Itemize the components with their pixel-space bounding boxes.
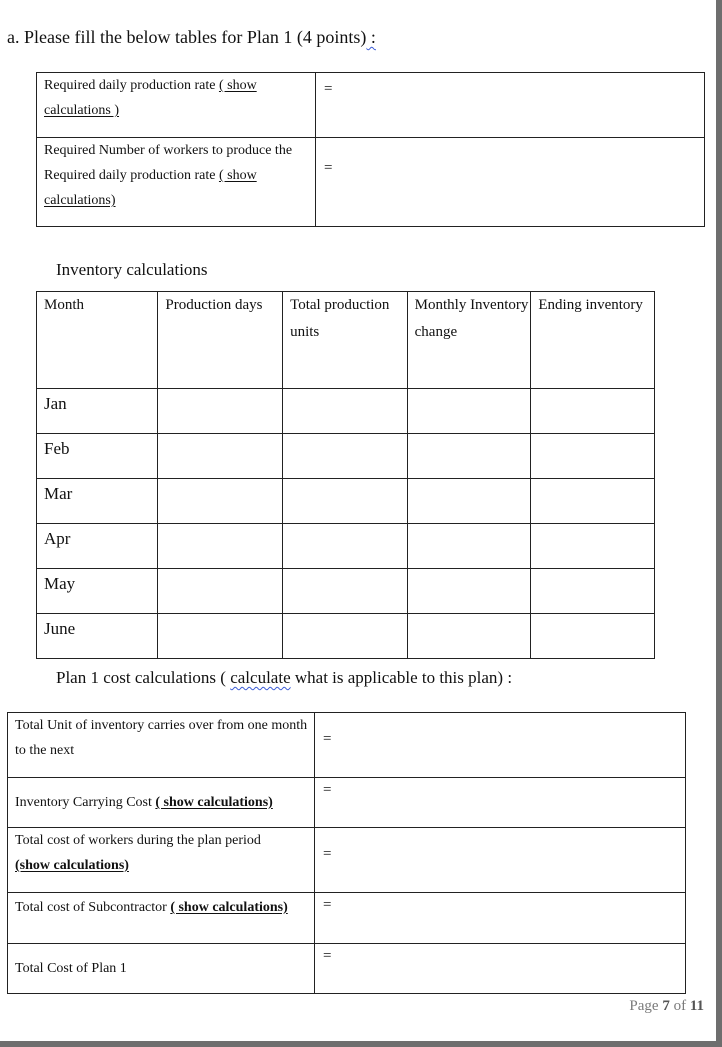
cost-title — [56, 668, 512, 688]
answer-cell[interactable] — [315, 944, 686, 994]
total-pages: 11 — [689, 998, 704, 1014]
workers-label — [37, 138, 316, 227]
table-row — [8, 944, 686, 994]
question-heading — [7, 27, 376, 48]
table-row — [37, 479, 655, 524]
carrying-cost-label — [8, 778, 315, 828]
table-row — [8, 828, 686, 893]
show-link: ( show calculations) — [170, 900, 288, 915]
table-row — [37, 73, 705, 138]
subcontractor-cost-label — [8, 893, 315, 944]
show-link: ( show — [218, 168, 257, 183]
input-cell[interactable] — [407, 524, 531, 569]
answer-cell[interactable] — [315, 713, 686, 778]
equals-sign: = — [323, 948, 332, 964]
answer-cell[interactable] — [315, 893, 686, 944]
input-cell[interactable] — [531, 524, 655, 569]
total-cost-label — [8, 944, 315, 994]
table-row — [8, 713, 686, 778]
show-link-cont: calculations ) — [44, 103, 120, 118]
input-cell[interactable] — [531, 479, 655, 524]
current-page: 7 — [662, 998, 670, 1014]
equals-sign: = — [323, 731, 332, 747]
daily-rate-label — [37, 73, 316, 138]
input-cell[interactable] — [158, 389, 283, 434]
month-cell: Jan — [37, 389, 158, 434]
inventory-carryover-label — [8, 713, 315, 778]
input-cell[interactable] — [407, 569, 531, 614]
equals-sign: = — [324, 160, 333, 176]
month-cell: Apr — [37, 524, 158, 569]
input-cell[interactable] — [283, 614, 408, 659]
inventory-title: Inventory calculations — [56, 260, 208, 279]
table-row — [37, 524, 655, 569]
input-cell[interactable] — [283, 524, 408, 569]
workers-cost-label — [8, 828, 315, 893]
input-cell[interactable] — [158, 524, 283, 569]
label-text: Total cost of Subcontractor — [15, 900, 171, 915]
input-cell[interactable] — [531, 434, 655, 479]
inventory-table — [36, 291, 655, 659]
input-cell[interactable] — [531, 389, 655, 434]
show-link-cont: calculations) — [44, 193, 116, 208]
month-cell: May — [37, 569, 158, 614]
col-inventory-change: Monthly Inventory change — [407, 292, 531, 389]
equals-sign: = — [323, 897, 332, 913]
month-cell: Feb — [37, 434, 158, 479]
table-row — [37, 138, 705, 227]
show-link: ( show calculations) — [155, 795, 273, 810]
input-cell[interactable] — [158, 614, 283, 659]
col-production-days: Production days — [158, 292, 283, 389]
table-row — [8, 893, 686, 944]
show-link: (show calculations) — [15, 858, 129, 873]
input-cell[interactable] — [283, 434, 408, 479]
label-text: Required daily production rate — [44, 78, 219, 93]
production-table — [36, 72, 705, 227]
show-link: ( show — [218, 78, 257, 93]
page-prefix: Page — [629, 998, 663, 1014]
input-cell[interactable] — [531, 569, 655, 614]
table-row — [37, 389, 655, 434]
input-cell[interactable] — [407, 434, 531, 479]
label-text: Inventory Carrying Cost — [15, 795, 156, 810]
page-edge — [716, 0, 722, 1047]
input-cell[interactable] — [283, 389, 408, 434]
label-text: Required Number of workers to produce the Required daily production rate — [44, 143, 293, 183]
answer-cell[interactable] — [315, 828, 686, 893]
input-cell[interactable] — [531, 614, 655, 659]
input-cell[interactable] — [158, 434, 283, 479]
table-row — [8, 778, 686, 828]
equals-sign: = — [324, 81, 333, 97]
page-number — [629, 998, 704, 1015]
label-text: Total Unit of inventory carries over from one month to the next — [15, 718, 308, 758]
daily-rate-answer-cell[interactable] — [316, 73, 705, 138]
equals-sign: = — [323, 846, 332, 862]
input-cell[interactable] — [158, 479, 283, 524]
label-text: Total Cost of Plan 1 — [15, 961, 127, 976]
page-of: of — [669, 998, 690, 1014]
cost-table — [7, 712, 686, 994]
input-cell[interactable] — [407, 389, 531, 434]
heading-text: a. Please fill the below tables for Plan 1 (4 points) — [7, 27, 367, 47]
input-cell[interactable] — [283, 479, 408, 524]
input-cell[interactable] — [283, 569, 408, 614]
cost-title-suffix: what is applicable to this plan) : — [290, 668, 513, 687]
page-edge-bottom — [0, 1041, 722, 1047]
col-total-production: Total production units — [283, 292, 408, 389]
col-ending-inventory: Ending inventory — [531, 292, 655, 389]
cost-title-word: calculate — [230, 668, 291, 687]
label-text: Total cost of workers during the plan period — [15, 833, 261, 848]
month-cell: June — [37, 614, 158, 659]
input-cell[interactable] — [407, 479, 531, 524]
table-row — [37, 434, 655, 479]
col-month: Month — [37, 292, 158, 389]
equals-sign: = — [323, 782, 332, 798]
input-cell[interactable] — [158, 569, 283, 614]
month-cell: Mar — [37, 479, 158, 524]
table-row — [37, 569, 655, 614]
table-row — [37, 614, 655, 659]
cost-title-prefix: Plan 1 cost calculations ( — [56, 668, 231, 687]
heading-colon: : — [366, 27, 376, 47]
answer-cell[interactable] — [315, 778, 686, 828]
workers-answer-cell[interactable] — [316, 138, 705, 227]
input-cell[interactable] — [407, 614, 531, 659]
header-row — [37, 292, 655, 389]
